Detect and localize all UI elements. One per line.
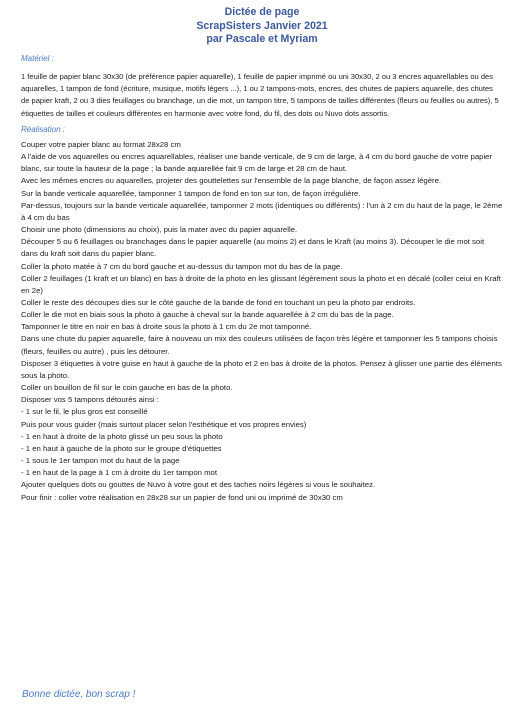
step-line: Découper 5 ou 6 feuillages ou branchages dans le papier aquarelle (au moins 2) et dans le Kraft (au moins 3). Découper le die mot soit dans du kraft soit dans du papier blanc. [21, 237, 485, 259]
step-line: Par-dessus, toujours sur la bande verticale aquarellée, tamponner 2 mots (identiques ou différents) : l'un à 2 cm du haut de la page, le 2ème à 4 cm du bas [21, 200, 503, 222]
title-line-3: par Pascale et Myriam [206, 33, 318, 46]
step-line: Disposer vos 5 tampons détourés ainsi : [21, 395, 159, 405]
step-line: Coller le die mot en biais sous la photo à gauche à cheval sur la bande aquarellée à 2 cm du bas de la page. [21, 310, 394, 320]
step-line: Coller 2 feuillages (1 kraft et un blanc) en bas à droite de la photo en les glissant légèrement sous la photo et en décalé (coller ceiui en Kraft en 2e) [21, 273, 501, 295]
step-line: Choisir une photo (dimensions au choix), puis la mater avec du papier aquarelle. [21, 225, 298, 235]
step-line: Avec les mêmes encres ou aquarelles, projeter des gouttelettes sur l'ensemble de la page blanche, de façon assez légère. [21, 176, 442, 186]
realisation-steps [21, 139, 503, 504]
closing-message: Bonne dictée, bon scrap ! [22, 689, 136, 700]
title-line-2: ScrapSisters Janvier 2021 [196, 19, 328, 32]
step-line: - 1 en haut à droite de la photo glissé un peu sous la photo [21, 431, 223, 441]
step-line: Pour finir : coller votre réalisation en 28x28 sur un papier de fond uni ou imprimé de 30x30 cm [21, 492, 343, 502]
realisation-label: Réalisation : [21, 124, 66, 134]
step-line: - 1 en haut à gauche de la photo sur le groupe d'étiquettes [21, 443, 222, 453]
step-line: Dans une chute du papier aquarelle, faire à nouveau un mix des couleurs utilisées de façon très légère et tamponner les 5 tampons choisis (fleurs, feuilles ou autre) , puis les détourer. [21, 334, 498, 356]
step-line: Ajouter quelques dots ou gouttes de Nuvo à votre gout et des taches noirs légères si vous le souhaitez. [21, 480, 376, 490]
step-line: Puis pour vous guider (mais surtout placer selon l'esthétique et vos propres envies) [21, 419, 307, 429]
title-line-1: Dictée de page [224, 6, 300, 18]
step-line: Coller le reste des découpes dies sur le côté gauche de la bande de fond en touchant un peu la photo par endroits. [21, 298, 416, 307]
document-header [21, 6, 503, 47]
materiel-paragraph: 1 feuille de papier blanc 30x30 (de préférence papier aquarelle), 1 feuille de papier imprimé ou uni 30x30, 2 ou 3 encres aquarellables ou des aquarelles, 1 tampon de fond (écriture, musique, motifs légers ...), 1 ou 2 tampons-mots, encres, des chutes de papiers aquarelle, des chutes de papier kraft, 2 ou 3 dies feuillages ou branchage, un die mot, un tampon titre, 5 tampons de tailles différentes (fleurs ou feuilles ou autres), 5 étiquettes de tailles et couleurs différentes en harmonie avec votre fond, du fil, des dots ou Nuvo dots assortis. [21, 71, 499, 118]
step-line: - 1 sous le 1er tampon mot du haut de la page [21, 456, 180, 466]
materiel-label: Matériel : [21, 53, 54, 63]
step-line: - 1 sur le fil, le plus gros est conseillé [21, 407, 148, 417]
step-line: Sur la bande verticale aquarellée, tamponner 1 tampon de fond en ton sur ton, de façon irrégulière. [21, 188, 361, 198]
step-line: A l'aide de vos aquarelles ou encres aquarellables, réaliser une bande verticale, de 9 cm de large, à 4 cm du bord gauche de votre papier blanc, sur toute la hauteur de la page ; la bande aquarellée fait 9 cm de large et 28 cm de haut. [21, 152, 493, 174]
step-line: Couper votre papier blanc au format 28x28 cm [21, 139, 181, 149]
step-line: Coller la photo matée à 7 cm du bord gauche et au-dessus du tampon mot du bas de la page. [21, 261, 343, 271]
step-line: - 1 en haut de la page à 1 cm à droite du 1er tampon mot [21, 468, 218, 478]
step-line: Coller un bouillon de fil sur le coin gauche en bas de la photo. [21, 383, 233, 393]
step-line: Disposer 3 étiquettes à votre guise en haut à gauche de la photo et 2 en bas à droite de la photos. Pensez à glisser une partie des éléments sous la photo. [21, 358, 502, 380]
step-line: Tamponner le titre en noir en bas à droite sous la photo à 1 cm du 2e mot tamponné. [21, 322, 312, 332]
